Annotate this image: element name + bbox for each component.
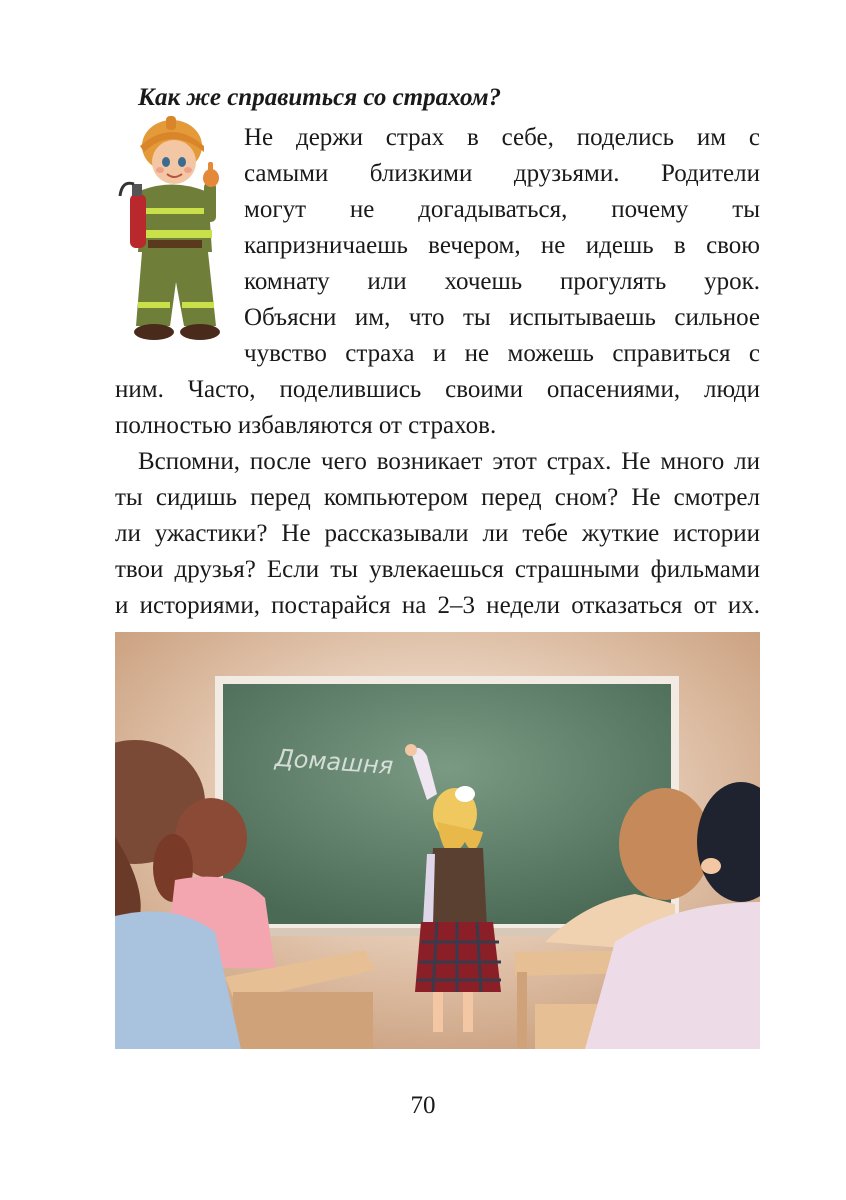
- text-line: твои друзья? Если ты увлекаешься страшными фильмами: [115, 556, 760, 583]
- firefighter-child-illustration: [112, 112, 236, 344]
- classroom-illustration: [115, 632, 760, 1049]
- text-line: Не держи страх в себе, поделись им с: [244, 124, 760, 151]
- text-line: полностью избавляются от страхов.: [115, 412, 497, 439]
- text-line: ты сидишь перед компьютером перед сном? Не смотрел: [115, 484, 760, 511]
- page-number: 70: [410, 1092, 436, 1119]
- text-line: ним. Часто, поделившись своими опасениями, люди: [115, 376, 760, 403]
- section-heading: Как же справиться со страхом?: [138, 84, 502, 111]
- text-line: Объясни им, что ты испытываешь сильное: [244, 304, 760, 331]
- text-line: капризничаешь вечером, не идешь в свою: [244, 232, 760, 259]
- text-line: самыми близкими друзьями. Родители: [244, 160, 760, 187]
- text-line: и историями, постарайся на 2–3 недели отказаться от их.: [115, 592, 760, 619]
- text-line: комнату или хочешь прогулять урок.: [244, 268, 760, 295]
- text-line: чувство страха и не можешь справиться с: [244, 340, 760, 367]
- text-line: ли ужастики? Не рассказывали ли тебе жуткие истории: [115, 520, 760, 547]
- chalk-writing: Домашня: [274, 743, 395, 781]
- text-line: могут не догадываться, почему ты: [244, 196, 760, 223]
- text-line: Вспомни, после чего возникает этот страх. Не много ли: [138, 448, 760, 475]
